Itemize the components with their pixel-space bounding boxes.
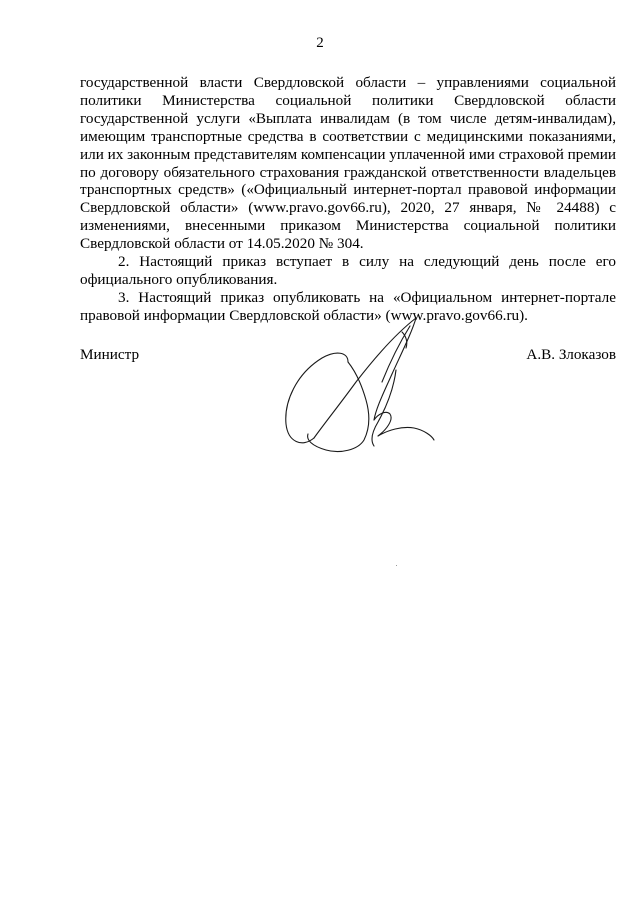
page-number: 2 xyxy=(316,35,324,51)
handwritten-signature xyxy=(278,312,438,460)
signer-name: А.В. Злоказов xyxy=(526,346,616,363)
paragraph-item-3: 3. Настоящий приказ опубликовать на «Официальном интернет-портале правовой информации Свердловской области» (www.pravo.gov66.ru). xyxy=(80,288,616,324)
scan-speck xyxy=(396,565,397,566)
paragraph-continuation: государственной власти Свердловской области – управлениями социальной политики Министерства социальной политики Свердловской области государственной услуги «Выплата инвалидам (в том числе детям-инвалидам), имеющим транспортные средства в соответствии с медицинскими показаниями, или их законным представителям компенсации уплаченной ими страховой премии по договору обязательного страхования гражданской ответственности владельцев транспортных средств» («Официальный интернет-портал правовой информации Свердловской области» (www.pravo.gov66.ru), 2020, 27 января, № 24488) с изменениями, внесенными приказом Министерства социальной политики Свердловской области от 14.05.2020 № 304. xyxy=(80,74,616,253)
document-body xyxy=(80,74,616,325)
signer-title: Министр xyxy=(80,346,140,363)
paragraph-item-2: 2. Настоящий приказ вступает в силу на следующий день после его официального опубликования. xyxy=(80,253,616,288)
